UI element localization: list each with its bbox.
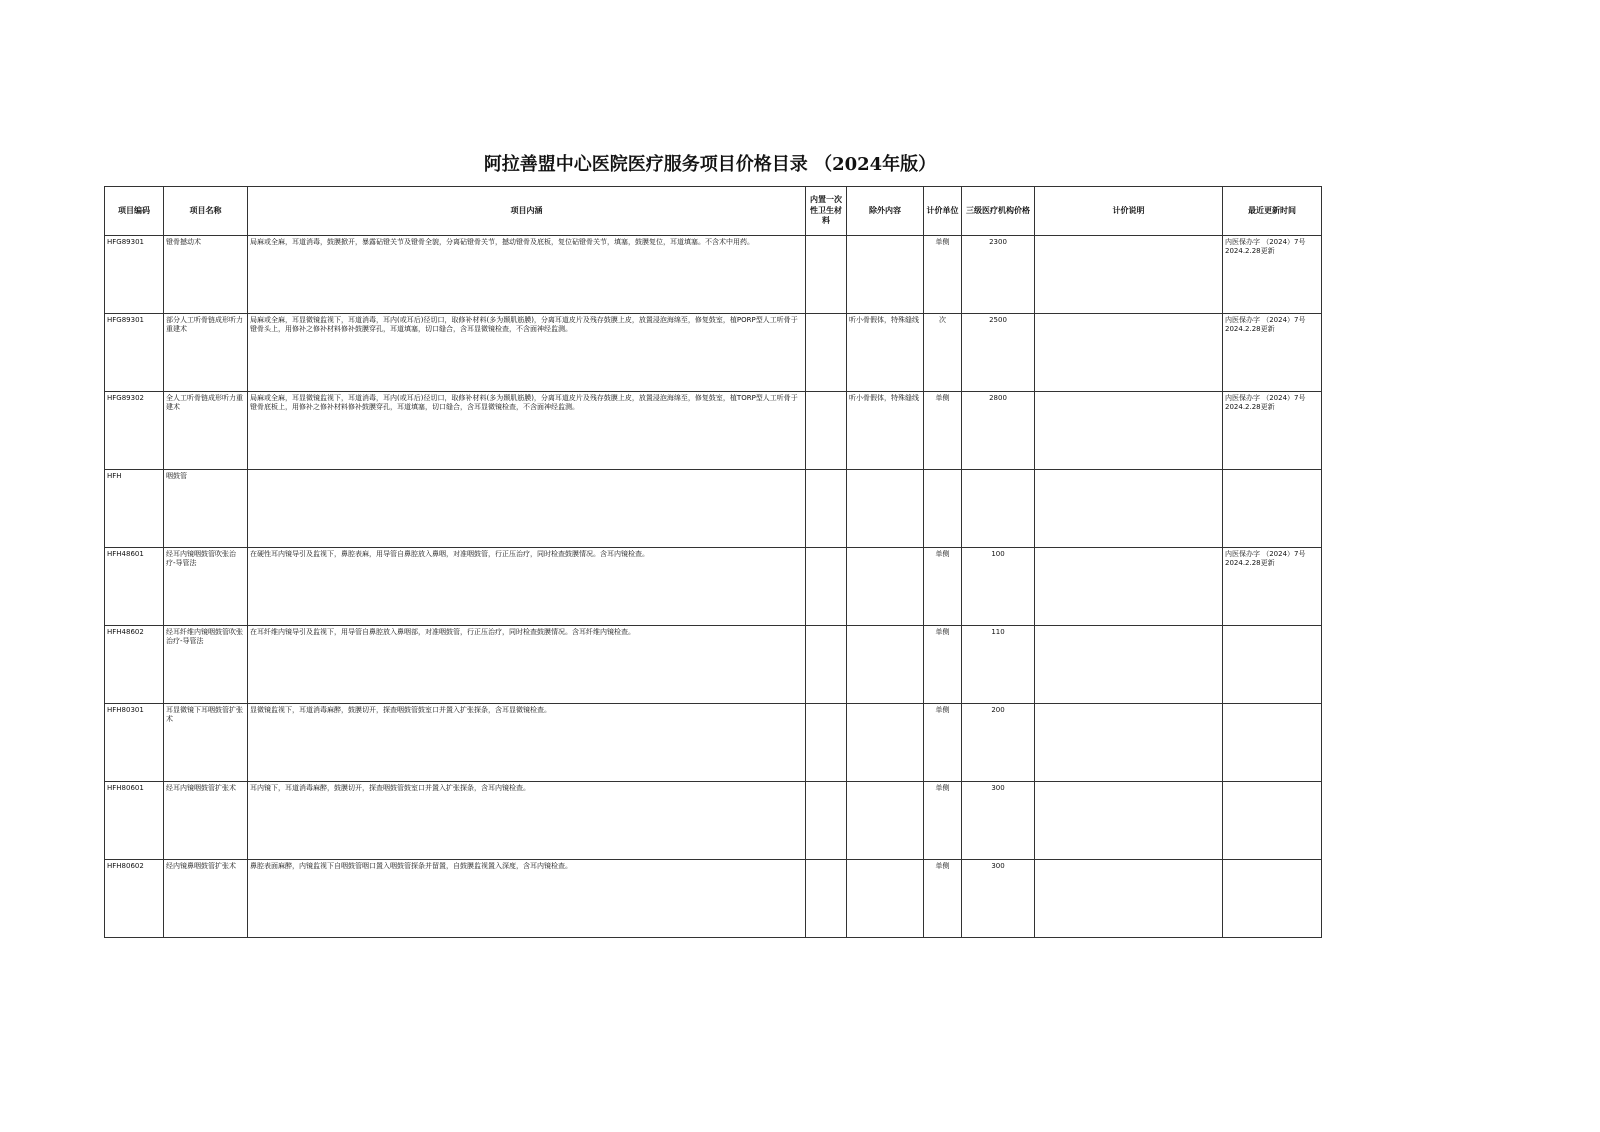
cell-note	[1035, 782, 1223, 860]
cell-material	[806, 860, 847, 938]
cell-material	[806, 236, 847, 314]
cell-note	[1035, 548, 1223, 626]
header-row	[105, 187, 1322, 236]
header-note: 计价说明	[1035, 187, 1223, 236]
cell-content: 在耳纤维内镜导引及监视下，用导管自鼻腔放入鼻咽部，对准咽鼓管，行正压治疗，同时检查鼓膜情况。含耳纤维内镜检查。	[248, 626, 806, 704]
cell-update	[1223, 782, 1322, 860]
cell-material	[806, 626, 847, 704]
cell-price: 110	[962, 626, 1035, 704]
cell-update: 内医保办字 （2024）7号 2024.2.28更新	[1223, 548, 1322, 626]
cell-content: 局麻或全麻，耳道消毒，鼓膜掀开，暴露砧镫关节及镫骨全貌，分离砧镫骨关节，撼动镫骨及底板，复位砧镫骨关节，填塞，鼓膜复位，耳道填塞。不含术中用药。	[248, 236, 806, 314]
cell-content: 在硬性耳内镜导引及监视下，鼻腔表麻，用导管自鼻腔放入鼻咽，对准咽鼓管，行正压治疗，同时检查鼓膜情况。含耳内镜检查。	[248, 548, 806, 626]
cell-note	[1035, 392, 1223, 470]
cell-exclusion	[847, 470, 924, 548]
cell-name: 经耳内镜咽鼓管吹张治疗-导管法	[164, 548, 248, 626]
cell-price: 2800	[962, 392, 1035, 470]
cell-content: 局麻或全麻，耳显微镜监视下，耳道消毒，耳内(或耳后)径切口，取修补材料(多为颞肌筋膜)，分离耳道皮片及残存鼓膜上皮，放置浸泡海绵至，修复鼓室，植PORP型人工听骨于镫骨头上，用修补之修补材料修补鼓膜穿孔，耳道填塞，切口缝合，含耳显微镜检查，不含面神经监测。	[248, 314, 806, 392]
cell-code: HFH80602	[105, 860, 164, 938]
cell-material	[806, 548, 847, 626]
cell-exclusion: 听小骨假体，特殊缝线	[847, 392, 924, 470]
cell-update: 内医保办字 （2024）7号 2024.2.28更新	[1223, 314, 1322, 392]
cell-unit: 单侧	[924, 782, 962, 860]
cell-price	[962, 470, 1035, 548]
cell-code: HFH48602	[105, 626, 164, 704]
header-material: 内置一次性卫生材料	[806, 187, 847, 236]
cell-material	[806, 704, 847, 782]
cell-exclusion	[847, 782, 924, 860]
cell-unit: 单侧	[924, 704, 962, 782]
header-update: 最近更新时间	[1223, 187, 1322, 236]
cell-unit: 单侧	[924, 860, 962, 938]
cell-note	[1035, 314, 1223, 392]
cell-code: HFH48601	[105, 548, 164, 626]
cell-code: HFG89302	[105, 392, 164, 470]
cell-price: 200	[962, 704, 1035, 782]
document-title: 阿拉善盟中心医院医疗服务项目价格目录 （2024年版）	[483, 154, 937, 175]
cell-name: 全人工听骨链成形听力重建术	[164, 392, 248, 470]
table-row	[105, 392, 1322, 470]
cell-price: 2300	[962, 236, 1035, 314]
cell-name: 部分人工听骨链成形听力重建术	[164, 314, 248, 392]
cell-exclusion	[847, 548, 924, 626]
table-row	[105, 314, 1322, 392]
header-content: 项目内涵	[248, 187, 806, 236]
header-unit: 计价单位	[924, 187, 962, 236]
cell-price: 2500	[962, 314, 1035, 392]
cell-unit	[924, 470, 962, 548]
cell-unit: 单侧	[924, 548, 962, 626]
cell-name: 咽鼓管	[164, 470, 248, 548]
header-name: 项目名称	[164, 187, 248, 236]
cell-unit: 单侧	[924, 626, 962, 704]
cell-code: HFG89301	[105, 314, 164, 392]
cell-update	[1223, 704, 1322, 782]
cell-unit: 单侧	[924, 392, 962, 470]
table-row	[105, 548, 1322, 626]
cell-price: 300	[962, 860, 1035, 938]
cell-name: 镫骨撼动术	[164, 236, 248, 314]
cell-code: HFH80601	[105, 782, 164, 860]
cell-exclusion	[847, 860, 924, 938]
cell-material	[806, 470, 847, 548]
cell-update	[1223, 470, 1322, 548]
cell-note	[1035, 704, 1223, 782]
cell-code: HFG89301	[105, 236, 164, 314]
cell-update: 内医保办字 （2024）7号 2024.2.28更新	[1223, 392, 1322, 470]
header-code: 项目编码	[105, 187, 164, 236]
cell-note	[1035, 236, 1223, 314]
cell-material	[806, 782, 847, 860]
cell-note	[1035, 470, 1223, 548]
table-row	[105, 236, 1322, 314]
cell-update	[1223, 860, 1322, 938]
cell-content: 局麻或全麻，耳显微镜监视下，耳道消毒，耳内(或耳后)径切口，取修补材料(多为颞肌筋膜)，分离耳道皮片及残存鼓膜上皮，放置浸泡海绵至，修复鼓室，植TORP型人工听骨于镫骨底板上，用修补之修补材料修补鼓膜穿孔，耳道填塞，切口缝合，含耳显微镜检查，不含面神经监测。	[248, 392, 806, 470]
cell-exclusion	[847, 626, 924, 704]
cell-update	[1223, 626, 1322, 704]
cell-note	[1035, 860, 1223, 938]
price-table	[104, 186, 1322, 938]
cell-content: 显微镜监视下，耳道消毒麻醉，鼓膜切开，探查咽鼓管鼓室口并置入扩张探条，含耳显微镜检查。	[248, 704, 806, 782]
cell-price: 300	[962, 782, 1035, 860]
table-row	[105, 860, 1322, 938]
table-row	[105, 470, 1322, 548]
cell-content: 耳内镜下，耳道消毒麻醉，鼓膜切开，探查咽鼓管鼓室口并置入扩张探条，含耳内镜检查。	[248, 782, 806, 860]
cell-price: 100	[962, 548, 1035, 626]
header-price: 三级医疗机构价格	[962, 187, 1035, 236]
cell-exclusion	[847, 236, 924, 314]
cell-name: 经内镜鼻咽鼓管扩张术	[164, 860, 248, 938]
cell-exclusion: 听小骨假体，特殊缝线	[847, 314, 924, 392]
cell-note	[1035, 626, 1223, 704]
cell-material	[806, 314, 847, 392]
cell-content: 鼻腔表面麻醉，内镜监视下自咽鼓管咽口置入咽鼓管探条并留置，自鼓膜监视置入深度，含耳内镜检查。	[248, 860, 806, 938]
cell-content	[248, 470, 806, 548]
table-row	[105, 704, 1322, 782]
cell-unit: 单侧	[924, 236, 962, 314]
cell-material	[806, 392, 847, 470]
cell-name: 经耳纤维内镜咽鼓管吹张治疗-导管法	[164, 626, 248, 704]
cell-code: HFH80301	[105, 704, 164, 782]
cell-update: 内医保办字 （2024）7号 2024.2.28更新	[1223, 236, 1322, 314]
cell-code: HFH	[105, 470, 164, 548]
header-exclusion: 除外内容	[847, 187, 924, 236]
cell-name: 耳显微镜下耳咽鼓管扩张术	[164, 704, 248, 782]
cell-unit: 次	[924, 314, 962, 392]
cell-name: 经耳内镜咽鼓管扩张术	[164, 782, 248, 860]
table-row	[105, 626, 1322, 704]
cell-exclusion	[847, 704, 924, 782]
table-row	[105, 782, 1322, 860]
